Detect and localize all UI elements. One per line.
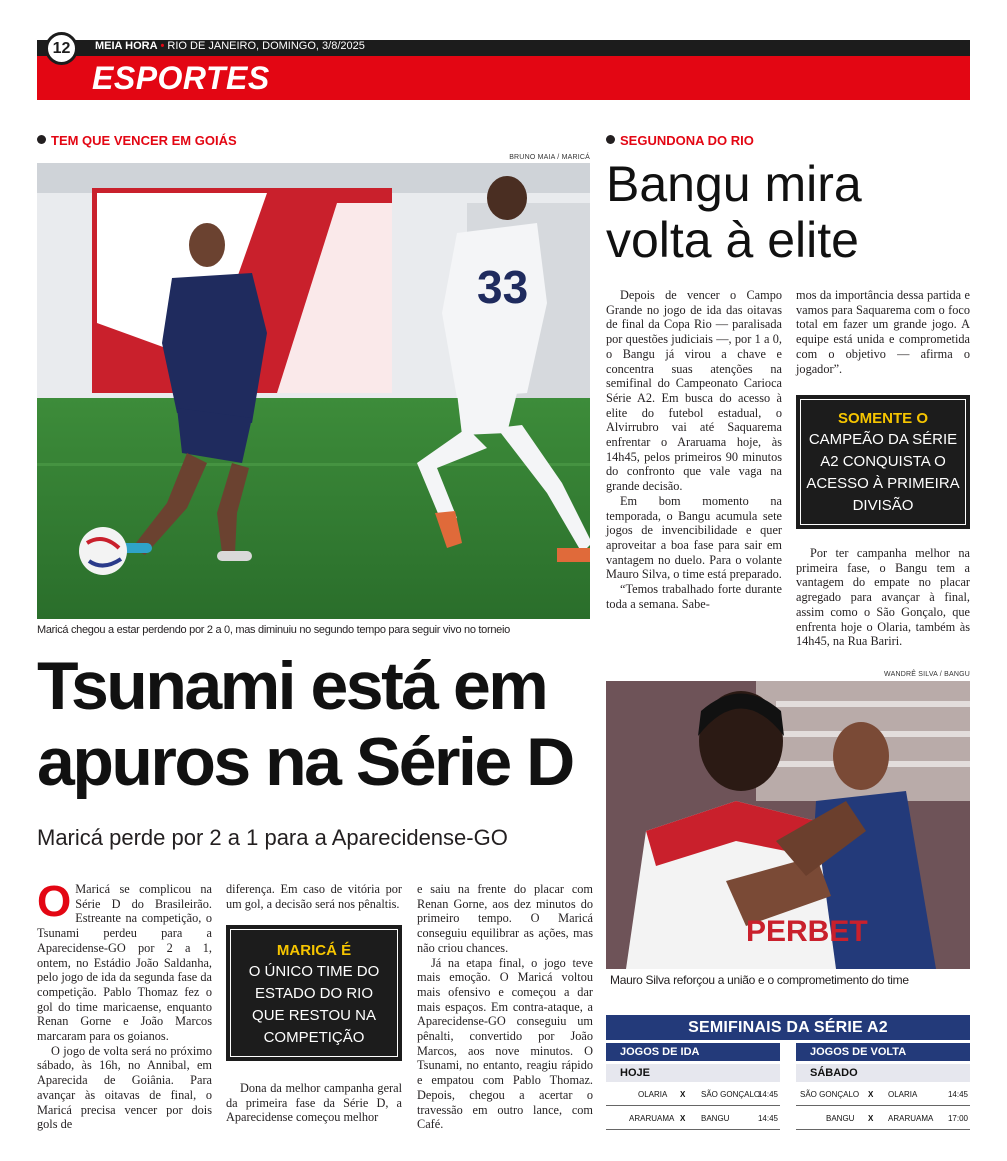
right-quote-highlight: SOMENTE O [837, 410, 928, 427]
left-col3-p2: Já na etapa final, o jogo teve mais emoção. O Maricá voltou mais ofensivo e começou a dar mais espaços. Em contra-ataque, a Aparecidense-GO conseguiu um pênalti, convertido por João Marcos, aos nove minutos. O Tsunami, no entanto, reagiu rápido e empatou com Pablo Thomaz. Depois, chegou a acertar o travessão em outro lance, com Café. [417, 955, 593, 1132]
bangu-photo-credit: WANDRÊ SILVA / BANGU [884, 671, 970, 678]
dateline [95, 40, 365, 56]
right-quote-text: CAMPEÃO DA SÉRIE A2 CONQUISTA O ACESSO À PRIMEIRA DIVISÃO [806, 431, 960, 514]
home-team: ARARUAMA [629, 1114, 675, 1123]
right-article-column-1 [606, 288, 782, 611]
left-col2-p1: diferença. Em caso de vitória por um gol, a decisão será nos pênaltis. [226, 882, 402, 911]
bangu-headline-line1: Bangu mira [606, 156, 862, 212]
left-col2-p2: Dona da melhor campanha geral da primeira fase da Série D, a Aparecidense começou melhor [226, 1081, 402, 1125]
table-row [796, 1082, 970, 1106]
away-team: BANGU [701, 1114, 730, 1123]
left-article-column-2b [226, 1081, 402, 1125]
home-team: SÃO GONÇALO [800, 1090, 860, 1099]
mauro-silva-photo [606, 681, 970, 969]
photo-credit: BRUNO MAIA / MARICÁ [509, 154, 590, 161]
kickoff-time: 14:45 [947, 1090, 968, 1099]
kickoff-time: 14:45 [757, 1090, 778, 1099]
second-leg-table [796, 1043, 970, 1130]
left-article-column-2 [226, 882, 402, 911]
left-col1-p1: Maricá se complicou na Série D do Brasileirão. Estreante na competição, o Tsunami perdeu para a Aparecidense-GO por 2 a 1, ontem, no Estádio João Saldanha, pelo jogo de ida da segunda fase da competição. Pablo Thomaz fez o gol do time maricaense, enquanto Renan Gorne e João Marcos marcaram para os goianos. [37, 882, 212, 1044]
paper-name: MEIA HORA [95, 40, 158, 52]
right-col1-p1: Depois de vencer o Campo Grande no jogo de ida das oitavas de final da Copa Rio — paralisada por questões judiciais —, por 1 a 0, o Bangu já virou a chave e concentra suas atenções na semifinal do Campeonato Carioca Série A2. Em busca do acesso à elite do futebol estadual, o Alvirrubro vai até Saquarema enfrentar o Araruama hoje, às 14h45, pelos primeiros 90 minutos do confronto que vale vaga na grande decisão. [606, 288, 782, 494]
subheadline: Maricá perde por 2 a 1 para a Aparecidense-GO [37, 825, 508, 850]
away-team: ARARUAMA [888, 1114, 934, 1123]
kickoff-time: 14:45 [757, 1114, 778, 1123]
right-kicker [606, 133, 754, 148]
away-team: OLARIA [888, 1090, 918, 1099]
left-col1-p2: O jogo de volta será no próximo sábado, às 16h, no Annibal, em Aparecida de Goiânia. Para avançar às oitavas de final, o Maricá precisa vencer por dois gols de [37, 1043, 212, 1132]
bangu-headline [606, 156, 976, 268]
left-quote-text: O ÚNICO TIME DO ESTADO DO RIO QUE RESTOU NA COMPETIÇÃO [248, 963, 380, 1046]
left-article-column-3 [417, 882, 593, 1132]
bangu-headline-line2: volta à elite [606, 212, 859, 268]
page-number: 12 [45, 32, 78, 65]
right-pull-quote [796, 395, 970, 529]
versus-mark: X [868, 1114, 874, 1123]
left-kicker-text: TEM QUE VENCER EM GOIÁS [51, 133, 237, 148]
main-headline-line2: apuros na Série D [37, 724, 573, 800]
home-team: BANGU [826, 1114, 855, 1123]
second-leg-header: JOGOS DE VOLTA [796, 1043, 970, 1061]
first-leg-header: JOGOS DE IDA [606, 1043, 780, 1061]
left-quote-highlight: MARICÁ É [276, 942, 352, 959]
photo-caption: Maricá chegou a estar perdendo por 2 a 0, mas diminuiu no segundo tempo para seguir vivo no torneio [37, 624, 510, 636]
main-headline-line1: Tsunami está em [37, 648, 547, 724]
svg-text:33: 33 [477, 261, 529, 313]
player-photo-illustration [606, 681, 970, 969]
dateline-text: RIO DE JANEIRO, DOMINGO, 3/8/2025 [167, 40, 365, 52]
left-article-column-1 [37, 877, 212, 1132]
right-col2-p2: Por ter campanha melhor na primeira fase, o Bangu tem a vantagem do empate no placar agregado para avançar à final, assim como o São Gonçalo, que enfrenta hoje o Olaria, também às 14h45, na Rua Bariri. [796, 546, 970, 649]
table-row [606, 1106, 780, 1130]
main-headline [37, 648, 597, 800]
right-kicker-text: SEGUNDONA DO RIO [620, 133, 754, 148]
right-article-column-2 [796, 288, 970, 376]
first-leg-table [606, 1043, 780, 1130]
right-col2-p1: mos da importância dessa partida e vamos para Saquarema com o foco total em fazer um grande jogo. A equipe está unida e comprometida com o objetivo — afirma o jogador”. [796, 288, 970, 376]
versus-mark: X [680, 1114, 686, 1123]
right-col1-p3: “Temos trabalhado forte durante toda a semana. Sabe- [606, 582, 782, 611]
versus-mark: X [680, 1090, 686, 1099]
svg-text:PERBET: PERBET [746, 915, 868, 948]
left-pull-quote [226, 925, 402, 1061]
away-team: SÃO GONÇALO [701, 1090, 761, 1099]
section-title: ESPORTES [92, 60, 270, 96]
second-leg-day: SÁBADO [796, 1064, 970, 1082]
drop-cap: O [37, 877, 72, 926]
kickoff-time: 17:00 [947, 1114, 968, 1123]
match-photo [37, 163, 590, 619]
match-photo-illustration [37, 163, 590, 619]
left-kicker [37, 133, 237, 148]
first-leg-day: HOJE [606, 1064, 780, 1082]
right-col1-p2: Em bom momento na temporada, o Bangu acumula sete jogos de invencibilidade e quer aproveitar a boa fase para sair em vantagem no duelo. Para o volante Mauro Silva, o time está preparado. [606, 493, 782, 582]
bullet-icon [606, 135, 615, 144]
versus-mark: X [868, 1090, 874, 1099]
semifinals-table-title: SEMIFINAIS DA SÉRIE A2 [606, 1015, 970, 1040]
bangu-photo-caption: Mauro Silva reforçou a união e o comprometimento do time [610, 973, 909, 987]
dateline-separator: • [160, 40, 165, 52]
bullet-icon [37, 135, 46, 144]
right-article-column-2b [796, 546, 970, 649]
table-row [796, 1106, 970, 1130]
home-team: OLARIA [638, 1090, 668, 1099]
left-col3-p1: e saiu na frente do placar com Renan Gorne, aos dez minutos do primeiro tempo. O Maricá conseguiu equilibrar as ações, mas não criou chances. [417, 882, 593, 955]
table-row [606, 1082, 780, 1106]
